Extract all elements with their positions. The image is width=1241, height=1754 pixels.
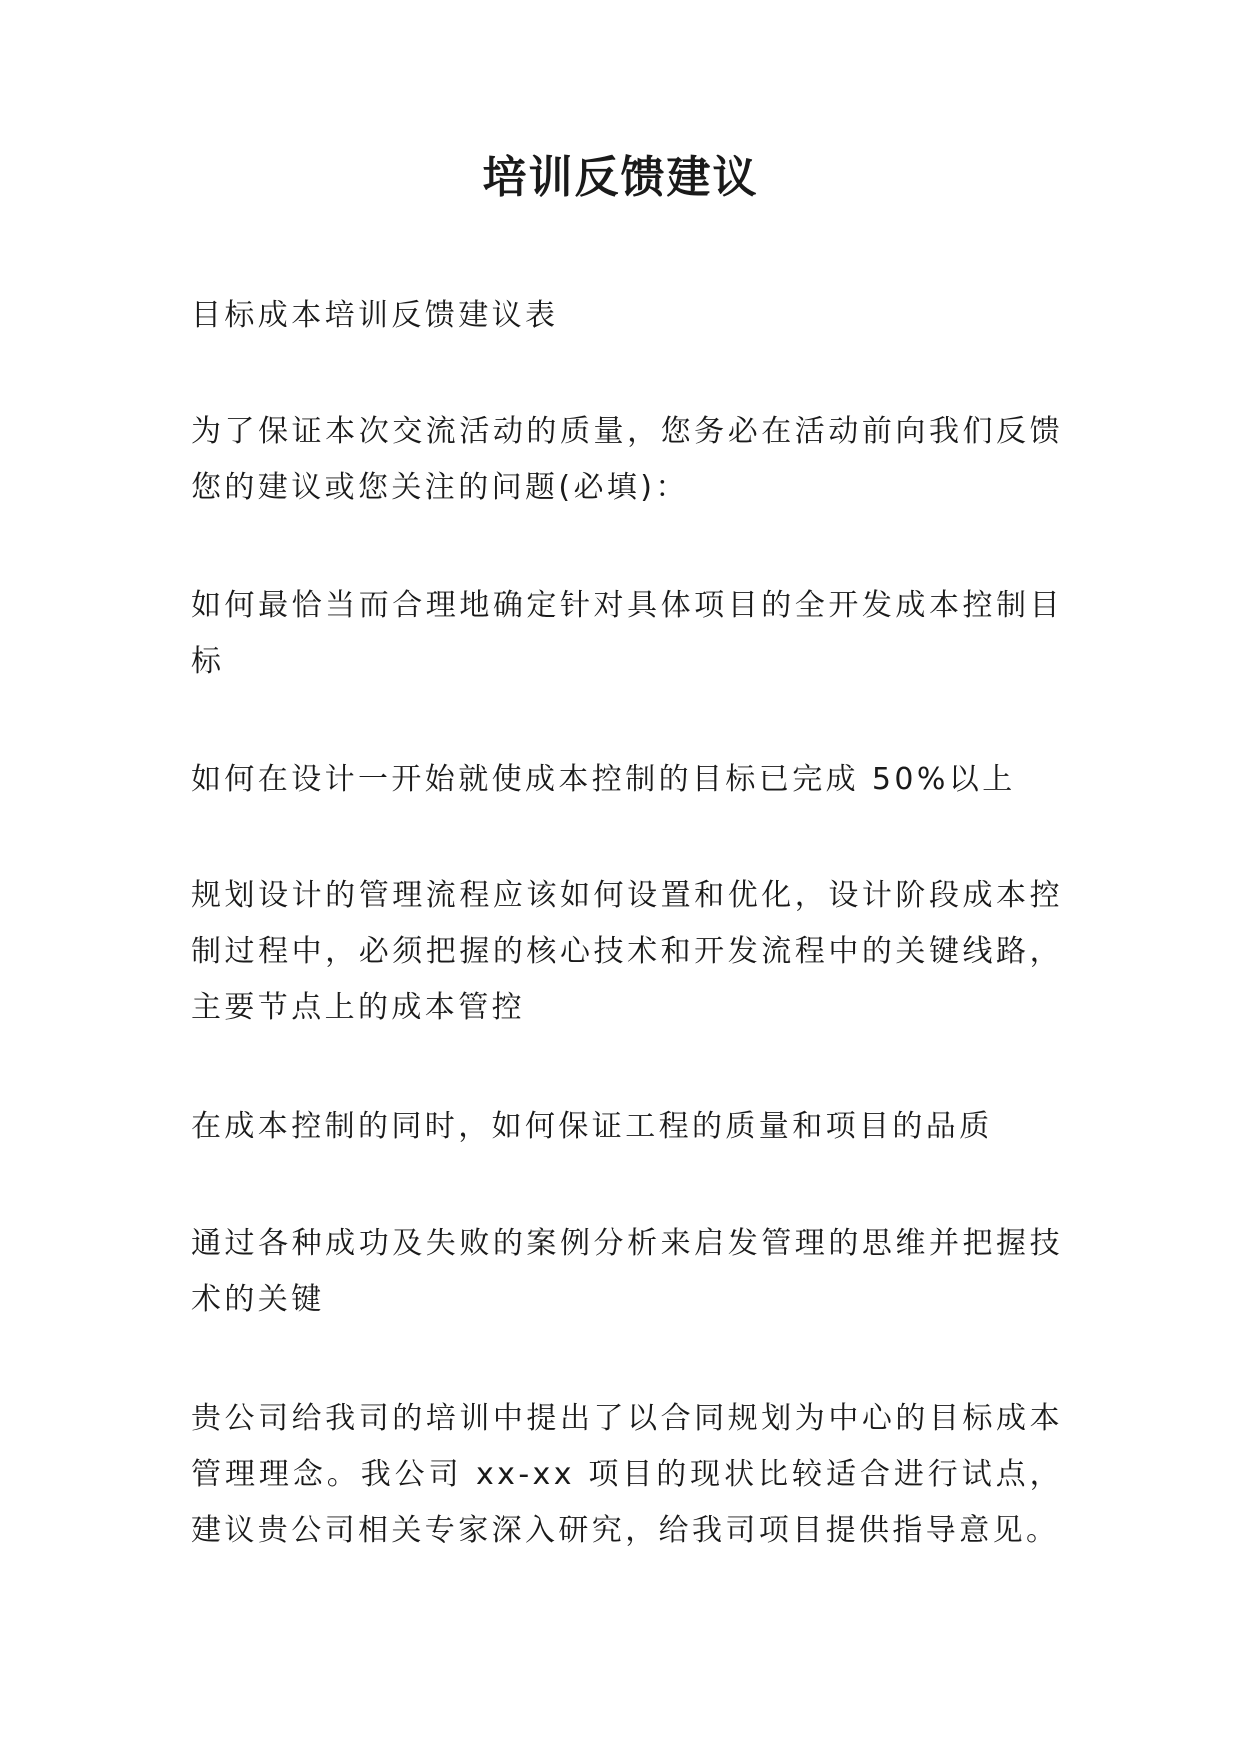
question-paragraph: 在成本控制的同时，如何保证工程的质量和项目的品质 (191, 1109, 993, 1144)
question-paragraph: 如何在设计一开始就使成本控制的目标已完成 50%以上 (191, 762, 1016, 797)
suggestion-paragraph: 贵公司给我司的培训中提出了以合同规划为中心的目标成本管理理念。我公司 xx-xx 项目的现状比较适合进行试点，建议贵公司相关专家深入研究，给我司项目提供指导意见。 (191, 1401, 1063, 1548)
question-paragraph: 规划设计的管理流程应该如何设置和优化，设计阶段成本控制过程中，必须把握的核心技术和开发流程中的关键线路，主要节点上的成本管控 (191, 878, 1063, 1025)
subtitle-paragraph: 目标成本培训反馈建议表 (191, 298, 559, 333)
document-title: 培训反馈建议 (482, 152, 759, 203)
question-paragraph: 如何最恰当而合理地确定针对具体项目的全开发成本控制目标 (191, 588, 1063, 679)
question-paragraph: 通过各种成功及失败的案例分析来启发管理的思维并把握技术的关键 (191, 1226, 1063, 1317)
intro-paragraph: 为了保证本次交流活动的质量，您务必在活动前向我们反馈您的建议或您关注的问题(必填)： (191, 414, 1063, 505)
